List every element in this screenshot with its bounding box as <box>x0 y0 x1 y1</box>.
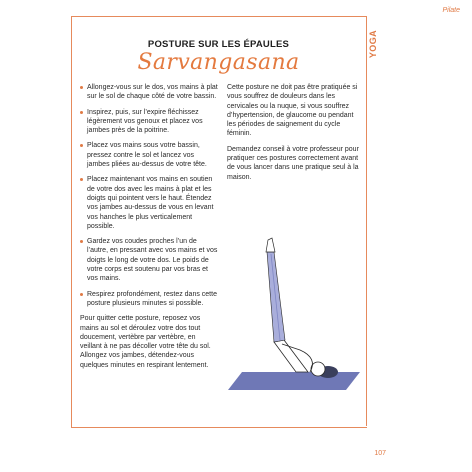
bullet-dot-icon <box>80 86 83 89</box>
bullet-text: Allongez-vous sur le dos, vos mains à plat sur le sol de chaque côté de votre bassin. <box>87 84 218 101</box>
bullet-text: Inspirez, puis, sur l’expire fléchissez légèrement vos genoux et placez vos jambes près de la poitrine. <box>87 108 203 135</box>
bullet-text: Gardez vos coudes proches l’un de l’autre, en pressant avec vos mains et vos doigts le long de votre dos. Le poids de votre corps est soutenu par vos bras et vos mains. <box>87 238 218 283</box>
side-tab <box>366 16 384 426</box>
instruction-bullet <box>80 141 218 169</box>
warning-paragraph: Cette posture ne doit pas être pratiquée si vous souffrez de douleurs dans les cervicales ou la nuque, si vous souffrez d’hypertension, de glaucome ou pendant les périodes de saignement du cycle féminin. <box>227 84 358 138</box>
bullet-dot-icon <box>80 144 83 147</box>
yoga-mat <box>228 372 360 390</box>
page-number: 107 <box>374 450 386 457</box>
bullet-dot-icon <box>80 111 83 114</box>
bullet-text: Placez vos mains sous votre bassin, pressez contre le sol et lancez vos jambes pliées au-dessus de votre tête. <box>87 142 207 169</box>
head <box>311 362 325 376</box>
bullet-dot-icon <box>80 178 83 181</box>
feet <box>266 238 275 252</box>
legs <box>267 252 285 342</box>
instruction-bullet <box>80 237 218 283</box>
instruction-bullet <box>80 290 218 309</box>
instruction-bullet <box>80 83 218 102</box>
page-title: POSTURE SUR LES ÉPAULES <box>147 39 290 50</box>
instruction-bullet <box>80 175 218 231</box>
closing-paragraph: Pour quitter cette posture, reposez vos mains au sol et déroulez votre dos tout doucement, vertèbre par vertèbre, en veillant à ne pas décoller votre tête du sol. Allongez vos jambes, détendez-vous quelques minutes en respirant lentement. <box>80 315 211 369</box>
bullet-dot-icon <box>80 293 83 296</box>
bullet-dot-icon <box>80 240 83 243</box>
bullet-text: Placez maintenant vos mains en soutien de votre dos avec les mains à plat et les doigts qui pointent vers le haut. Étendez vos jambes au-dessus de vous en levant vos hanches le plus verticalement possible. <box>87 176 214 230</box>
torso <box>274 340 308 372</box>
instruction-bullet <box>80 108 218 136</box>
right-column <box>227 83 359 188</box>
advice-paragraph: Demandez conseil à votre professeur pour pratiquer ces postures correctement avant de vous lancer dans une pratique seul à la maison. <box>227 145 359 181</box>
left-column <box>80 83 218 376</box>
page-subtitle: Sarvangasana <box>137 50 300 75</box>
side-tab-label: YOGA <box>368 30 378 59</box>
bullet-text: Respirez profondément, restez dans cette posture plusieurs minutes si possible. <box>87 290 217 307</box>
shoulder-stand-illustration <box>222 232 362 397</box>
running-header: Pilate <box>442 7 460 14</box>
